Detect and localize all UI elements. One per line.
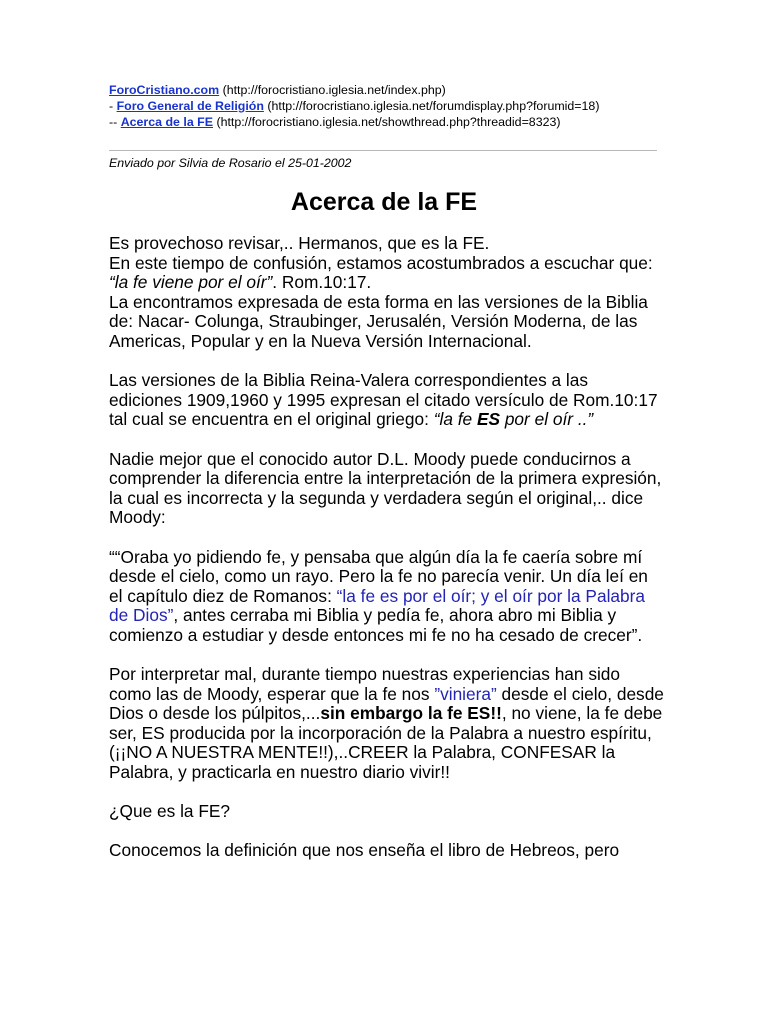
blue-quote: “la fe es por el oír; y el oír por la Palabra de Dios” [109,585,646,626]
link-acerca-de-la-fe[interactable]: Acerca de la FE [120,115,213,129]
quote-reference: . Rom.10:17. [272,272,372,293]
paragraph-text: , no viene, la fe debe ser, ES producida por la incorporación de la Palabra a nuestro espíritu,(¡¡NO A NUESTRA MENTE!!),..CREER la Palabra, CONFESAR la Palabra, y practicarla en nuestro diario vivir!! [109,703,663,783]
divider [109,150,657,151]
blue-quote: ”viniera” [434,683,497,704]
quote-text: por el oír ..” [500,409,594,430]
breadcrumb-line-thread [109,114,599,130]
breadcrumb-line-forum [109,98,599,114]
paragraph-question: ¿Que es la FE? [109,801,231,822]
quote-emphasis: ES [476,409,501,430]
paragraph-reina-valera [109,371,664,430]
paragraph-intro-line: Es provechoso revisar,.. Hermanos, que es la FE. [109,233,490,253]
paragraph-moody-quote [109,548,664,646]
paragraph-intro-line: En este tiempo de confusión, estamos acostumbrados a escuchar que: [109,252,653,273]
paragraph-versions: La encontramos expresada de esta forma en las versiones de la Biblia de: Nacar- Colunga, Straubinger, Jerusalén, Versión Moderna, de las Americas, Popular y en la Nueva Versión Internacional. [109,291,648,351]
quote-text: “la fe [433,409,477,430]
breadcrumb [109,82,599,130]
paragraph-text: , antes cerraba mi Biblia y pedía fe, ahora abro mi Biblia y comienzo a estudiar y desde entonces mi fe no ha cesado de crecer”. [109,605,643,645]
breadcrumb-prefix: -- [109,115,121,129]
breadcrumb-url: (http://forocristiano.iglesia.net/showthread.php?threadid=8323) [213,115,561,129]
article-body [109,234,664,881]
breadcrumb-url: (http://forocristiano.iglesia.net/index.php) [219,83,446,97]
breadcrumb-line-home [109,82,599,98]
paragraph-text: ““Oraba yo pidiendo fe, y pensaba que algún día la fe caería sobre mí desde el cielo, como un rayo. Pero la fe no parecía venir. Un día leí en el capítulo diez de Romanos: [109,546,648,606]
paragraph-text: desde el cielo, desde Dios o desde los púlpitos,... [109,683,664,724]
breadcrumb-url: (http://forocristiano.iglesia.net/forumdisplay.php?forumid=18) [263,99,600,113]
sent-by-line: Enviado por Silvia de Rosario el 25-01-2002 [109,156,352,170]
paragraph-moody-intro: Nadie mejor que el conocido autor D.L. Moody puede conducirnos a comprender la diferencia entre la interpretación de la primera expresión, la cual es incorrecta y la segunda y verdadera según el original,.. dice Moody: [109,448,662,528]
link-foro-general[interactable]: Foro General de Religión [116,99,264,113]
page-title: Acerca de la FE [290,188,478,216]
link-forocristiano[interactable]: ForoCristiano.com [109,83,220,97]
paragraph-text: Las versiones de la Biblia Reina-Valera correspondientes a las ediciones 1909,1960 y 1995 expresan el citado versículo de Rom.10:17 tal cual se encuentra en el original griego: [109,370,658,430]
paragraph-quote-line [109,273,664,293]
paragraph-interpretation [109,665,664,783]
paragraph-hebreos: Conocemos la definición que nos enseña el libro de Hebreos, pero [109,840,620,861]
paragraph-text: Por interpretar mal, durante tiempo nuestras experiencias han sido como las de Moody, esperar que la fe nos [109,664,621,704]
breadcrumb-prefix: - [109,99,117,113]
bold-emphasis: sin embargo la fe ES!! [320,703,502,724]
quote-text: “la fe viene por el oír” [109,272,273,293]
